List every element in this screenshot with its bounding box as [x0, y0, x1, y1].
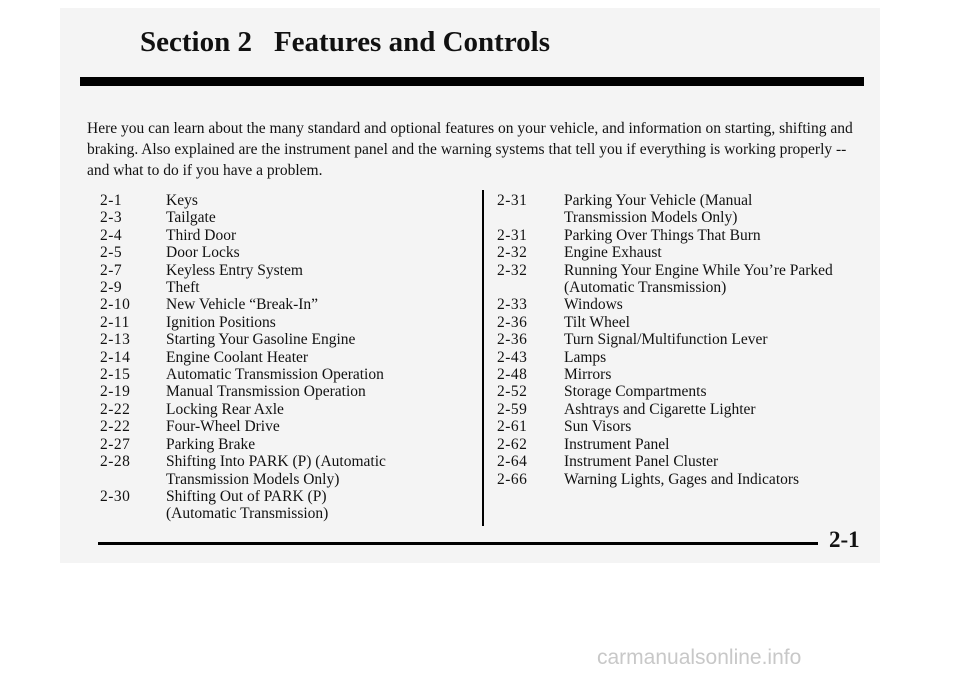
toc-page-number: 2-9 — [100, 279, 123, 297]
toc-page-number: 2-30 — [100, 487, 131, 505]
toc-title-line: Third Door — [166, 226, 237, 244]
toc-title-line: Transmission Models Only) — [166, 470, 340, 488]
toc-title-line: Lamps — [564, 348, 607, 366]
toc-title-line: Sun Visors — [564, 418, 632, 436]
toc-title-line: Running Your Engine While You’re Parked — [564, 261, 833, 279]
toc-entry[interactable] — [497, 453, 847, 470]
toc-title-line: Parking Your Vehicle (Manual — [564, 192, 753, 209]
toc-page-number: 2-43 — [497, 348, 528, 366]
toc-title — [564, 401, 847, 418]
toc-title-line: Storage Compartments — [564, 383, 707, 401]
toc-title — [166, 453, 440, 488]
toc-title — [166, 192, 440, 209]
toc-entry[interactable] — [100, 383, 440, 400]
toc-page-number: 2-59 — [497, 400, 528, 418]
watermark-link[interactable]: carmanualsonline.info — [597, 646, 802, 669]
toc-title — [166, 383, 440, 400]
toc-page-number: 2-48 — [497, 366, 528, 384]
toc-page-number: 2-13 — [100, 331, 131, 349]
toc-title — [564, 192, 847, 227]
toc-title-line: (Automatic Transmission) — [564, 279, 727, 297]
toc-entry[interactable] — [497, 227, 847, 244]
toc-title — [166, 227, 440, 244]
toc-title-line: New Vehicle “Break-In” — [166, 296, 319, 314]
toc-entry[interactable] — [100, 349, 440, 366]
toc-page-number: 2-31 — [497, 192, 528, 209]
toc-page-number: 2-7 — [100, 261, 123, 279]
toc-title-line: Keyless Entry System — [166, 261, 303, 279]
toc-title-line: Parking Over Things That Burn — [564, 226, 761, 244]
toc-title-line: Locking Rear Axle — [166, 400, 284, 418]
toc-entry[interactable] — [497, 349, 847, 366]
toc-title-line: Engine Exhaust — [564, 244, 662, 262]
toc-page-number: 2-3 — [100, 209, 123, 227]
toc-title-line: Ashtrays and Cigarette Lighter — [564, 400, 756, 418]
toc-page-number: 2-11 — [100, 313, 130, 331]
toc-page-number: 2-52 — [497, 383, 528, 401]
toc-entry[interactable] — [100, 227, 440, 244]
toc-page-number: 2-33 — [497, 296, 528, 314]
toc-title — [564, 331, 847, 348]
toc-title — [564, 436, 847, 453]
toc-entry[interactable] — [497, 244, 847, 261]
toc-title-line: Manual Transmission Operation — [166, 383, 366, 401]
toc-page-number: 2-32 — [497, 261, 528, 279]
toc-title — [166, 279, 440, 296]
toc-title-line: Transmission Models Only) — [564, 209, 738, 227]
column-divider — [482, 190, 484, 526]
toc-title — [564, 366, 847, 383]
toc-page-number: 2-32 — [497, 244, 528, 262]
toc-entry[interactable] — [497, 314, 847, 331]
toc-entry[interactable] — [497, 366, 847, 383]
toc-title — [166, 366, 440, 383]
toc-title-line: Theft — [166, 279, 200, 297]
toc-page-number: 2-64 — [497, 453, 528, 471]
toc-title-line: (Automatic Transmission) — [166, 505, 329, 523]
toc-entry[interactable] — [497, 331, 847, 348]
toc-page-number: 2-1 — [100, 192, 123, 209]
toc-page-number: 2-22 — [100, 400, 131, 418]
toc-entry[interactable] — [100, 314, 440, 331]
toc-page-number: 2-15 — [100, 366, 131, 384]
toc-page-number: 2-36 — [497, 313, 528, 331]
toc-title-line: Ignition Positions — [166, 313, 276, 331]
toc-page-number: 2-28 — [100, 453, 131, 471]
toc-page-number: 2-19 — [100, 383, 131, 401]
toc-title — [564, 296, 847, 313]
toc-title — [166, 418, 440, 435]
toc-entry[interactable] — [497, 418, 847, 435]
toc-page-number: 2-5 — [100, 244, 123, 262]
toc-title — [564, 349, 847, 366]
toc-page-number: 2-27 — [100, 435, 131, 453]
toc-entry[interactable] — [100, 262, 440, 279]
toc-title — [564, 471, 847, 488]
bottom-rule — [98, 542, 818, 545]
toc-title-line: Parking Brake — [166, 435, 256, 453]
toc-title-line: Shifting Out of PARK (P) — [166, 487, 327, 505]
toc-page-number: 2-62 — [497, 435, 528, 453]
toc-title-line: Four-Wheel Drive — [166, 418, 280, 436]
toc-title — [166, 436, 440, 453]
toc-entry[interactable] — [100, 331, 440, 348]
toc-entry[interactable] — [497, 401, 847, 418]
toc-title-line: Windows — [564, 296, 623, 314]
toc-title-line: Automatic Transmission Operation — [166, 366, 384, 384]
toc-title — [564, 244, 847, 261]
toc-title — [564, 383, 847, 400]
toc-title — [564, 262, 847, 297]
toc-title — [564, 227, 847, 244]
section-label: Section 2 — [140, 26, 252, 58]
toc-page-number: 2-31 — [497, 226, 528, 244]
toc-title — [166, 244, 440, 261]
toc-entry[interactable] — [100, 401, 440, 418]
toc-entry[interactable] — [100, 209, 440, 226]
toc-title — [166, 331, 440, 348]
toc-title — [564, 314, 847, 331]
toc-entry[interactable] — [100, 192, 440, 209]
toc-entry[interactable] — [497, 383, 847, 400]
toc-entry[interactable] — [497, 262, 847, 297]
toc-title — [166, 488, 440, 523]
toc-title-line: Engine Coolant Heater — [166, 348, 309, 366]
toc-entry[interactable] — [100, 296, 440, 313]
toc-page-number: 2-61 — [497, 418, 528, 436]
toc-entry[interactable] — [100, 244, 440, 261]
toc-entry[interactable] — [497, 192, 847, 227]
toc-entry[interactable] — [100, 453, 440, 488]
toc-title — [166, 296, 440, 313]
toc-title-line: Turn Signal/Multifunction Lever — [564, 331, 768, 349]
toc-title-line: Starting Your Gasoline Engine — [166, 331, 356, 349]
toc-title-line: Instrument Panel — [564, 435, 670, 453]
toc-page-number: 2-22 — [100, 418, 131, 436]
toc-title — [166, 314, 440, 331]
toc-title-line: Tilt Wheel — [564, 313, 630, 331]
toc-page-number: 2-36 — [497, 331, 528, 349]
toc-entry[interactable] — [100, 279, 440, 296]
toc-title-line: Keys — [166, 192, 198, 209]
toc-title — [166, 209, 440, 226]
top-rule — [80, 77, 864, 86]
toc-entry[interactable] — [100, 436, 440, 453]
toc-title-line: Door Locks — [166, 244, 240, 262]
toc-title-line: Instrument Panel Cluster — [564, 453, 719, 471]
toc-title — [166, 262, 440, 279]
toc-title-line: Shifting Into PARK (P) (Automatic — [166, 453, 386, 471]
page-number: 2-1 — [829, 527, 860, 552]
toc-entry[interactable] — [100, 418, 440, 435]
toc-entry[interactable] — [497, 471, 847, 488]
toc-page-number: 2-4 — [100, 226, 123, 244]
toc-page-number: 2-10 — [100, 296, 131, 314]
toc-right-column — [497, 192, 847, 488]
section-heading — [140, 26, 550, 59]
toc-left-column — [100, 192, 440, 523]
toc-entry[interactable] — [100, 366, 440, 383]
toc-title-line: Mirrors — [564, 366, 612, 384]
toc-page-number: 2-14 — [100, 348, 131, 366]
toc-entry[interactable] — [497, 296, 847, 313]
toc-title — [564, 453, 847, 470]
toc-page-number: 2-66 — [497, 470, 528, 488]
toc-title — [166, 401, 440, 418]
toc-entry[interactable] — [497, 436, 847, 453]
toc-title-line: Tailgate — [166, 209, 216, 227]
toc-title — [564, 418, 847, 435]
toc-entry[interactable] — [100, 488, 440, 523]
toc-title-line: Warning Lights, Gages and Indicators — [564, 470, 800, 488]
toc-title — [166, 349, 440, 366]
section-title: Features and Controls — [273, 26, 551, 58]
intro-paragraph: Here you can learn about the many standard and optional features on your vehicle, and information on starting, shifting and braking. Also explained are the instrument panel and the warning systems that tell you if everything is working properly -- and what to do if you have a problem. — [87, 120, 853, 179]
